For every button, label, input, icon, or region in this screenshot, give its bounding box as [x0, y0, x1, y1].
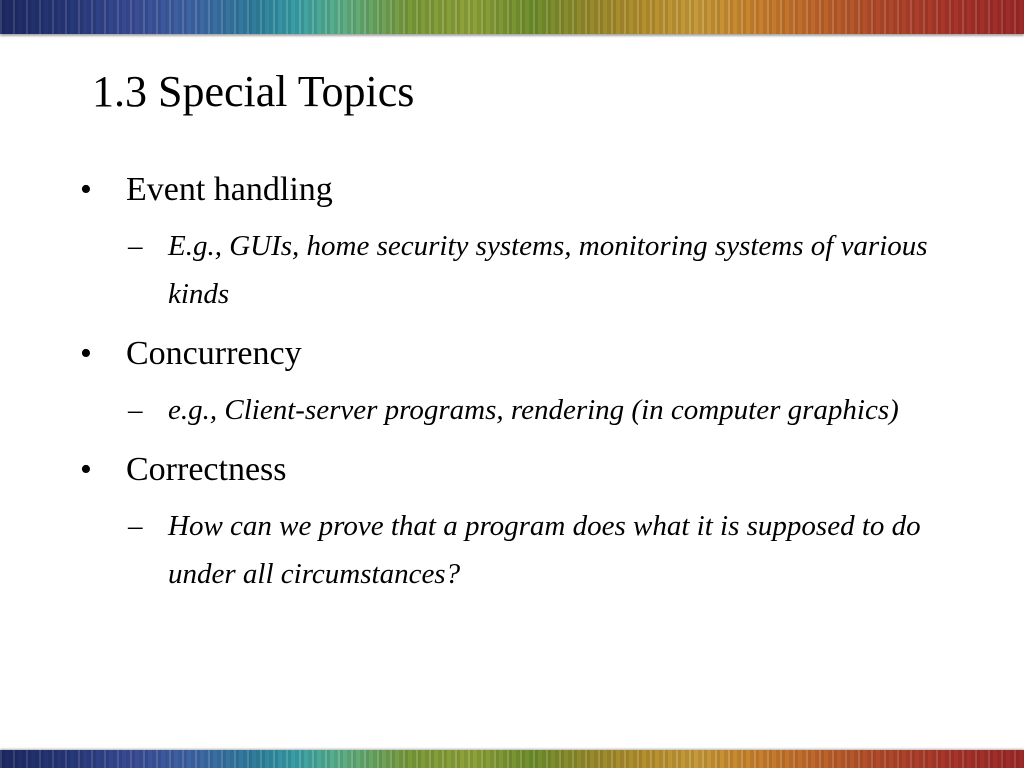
- bullet-heading: Correctness: [126, 451, 287, 488]
- slide-title: 1.3 Special Topics: [92, 67, 415, 116]
- top-decorative-band: [0, 0, 1024, 34]
- bullet-item-event-handling: [76, 166, 956, 318]
- bullet-item-correctness: [76, 446, 956, 598]
- dash-icon: –: [128, 230, 143, 262]
- bullet-detail: How can we prove that a program does what it is supposed to do under all circumstances?: [168, 510, 921, 590]
- bullet-detail: E.g., GUIs, home security systems, monitoring systems of various kinds: [168, 230, 928, 310]
- slide-body: [76, 166, 956, 610]
- bullet-heading: Concurrency: [126, 335, 302, 372]
- bullet-item-concurrency: [76, 330, 956, 434]
- bullet-icon: •: [80, 335, 92, 372]
- bottom-decorative-band: [0, 750, 1024, 768]
- dash-icon: –: [128, 510, 143, 542]
- bullet-heading: Event handling: [126, 171, 333, 208]
- bullet-icon: •: [80, 451, 92, 488]
- dash-icon: –: [128, 394, 143, 426]
- bullet-icon: •: [80, 171, 92, 208]
- bullet-detail: e.g., Client-server programs, rendering (in computer graphics): [168, 394, 899, 426]
